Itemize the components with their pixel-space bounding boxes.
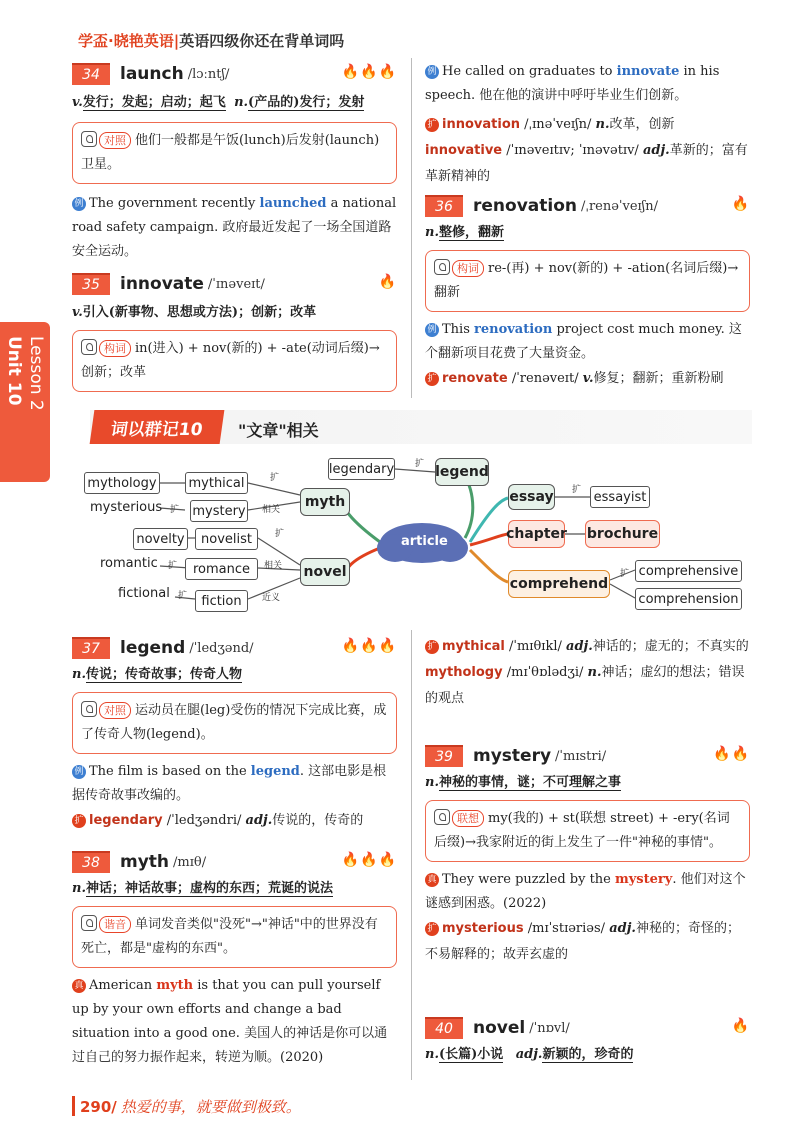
- example-keyword: myth: [156, 978, 194, 993]
- derivative: [425, 138, 750, 190]
- exam-icon: 真: [72, 979, 86, 993]
- extension-icon: 扩: [425, 922, 439, 936]
- brain-icon: [81, 701, 97, 717]
- definition: [425, 222, 750, 244]
- example-pre: They were puzzled by the: [442, 872, 615, 887]
- note-tag: 对照: [99, 702, 131, 719]
- example-pre: The film is based on the: [89, 764, 251, 779]
- entry-number: 39: [425, 745, 463, 767]
- entry-innovate: [72, 272, 397, 392]
- derivative: [72, 808, 397, 834]
- exam-sentence: [72, 974, 397, 1070]
- pos: v.: [72, 305, 83, 320]
- memory-note: [72, 330, 397, 392]
- mindmap-node: fictional: [118, 586, 170, 601]
- example-sentence: [72, 192, 397, 264]
- note-text: in(进入) + nov(新的) + -ate(动词后缀)→创新；改革: [81, 341, 380, 380]
- mindmap-node-myth: myth: [300, 488, 350, 516]
- headword: legend: [120, 638, 186, 658]
- header-subtitle: 英语四级你还在背单词吗: [179, 32, 345, 50]
- frequency-flame-icon: 🔥: [731, 1018, 750, 1034]
- footer-motto: 热爱的事，就要做到极致。: [120, 1098, 301, 1116]
- pos: n.: [72, 667, 86, 682]
- derived-word: innovation: [442, 117, 520, 132]
- meaning: 发行；发起；启动；起飞: [82, 95, 226, 110]
- example-post: is that you can pull yourself up by your own efforts and change a bad situation into a good one. 美国人的神话是你可以通过自己的努力振作起来，转逆为顺。(2020): [72, 978, 388, 1065]
- phonetic: /ˌrenəˈveɪʃn/: [580, 198, 658, 214]
- example-keyword: renovation: [474, 322, 553, 337]
- derived-word: mysterious: [442, 921, 524, 936]
- example-sentence: [425, 60, 750, 108]
- side-tab-lesson: Lesson 2: [26, 336, 46, 411]
- frequency-flame-icon: 🔥🔥🔥: [341, 638, 397, 654]
- pos: n.: [425, 1047, 439, 1062]
- entry-number: 34: [72, 63, 110, 85]
- example-pre: American: [89, 978, 157, 993]
- meaning: 神话；神话故事；虚构的东西；荒诞的说法: [85, 881, 333, 896]
- column-divider-bottom: [411, 630, 412, 1080]
- brain-icon: [81, 131, 97, 147]
- derived-pos: adj.: [566, 639, 593, 654]
- mindmap-node-chapter: chapter: [508, 520, 565, 548]
- phonetic: /ˈledʒənd/: [189, 640, 254, 656]
- pos: adj.: [515, 1047, 543, 1062]
- innovate-continued: [425, 60, 750, 190]
- definition: [72, 878, 397, 900]
- mindmap-node: romantic: [100, 556, 158, 571]
- phonetic: /ˈmɪstri/: [555, 748, 607, 764]
- entry-number: 40: [425, 1017, 463, 1039]
- derived-pos: n.: [595, 117, 610, 132]
- note-text: my(我的) + st(联想 street) + -ery(名词后缀)→我家附近的街上发生了一件"神秘的事情"。: [434, 811, 730, 850]
- memory-note: [425, 250, 750, 312]
- brain-icon: [81, 915, 97, 931]
- note-text: 他们一般都是午饭(lunch)后发射(launch)卫星。: [81, 133, 380, 172]
- example-post: in his speech. 他在他的演讲中呼吁毕业生们创新。: [425, 64, 720, 103]
- mindmap-node: mythical: [185, 472, 248, 494]
- header-brand: 学盃·晓艳英语: [78, 32, 174, 50]
- entry-mystery: [425, 744, 750, 968]
- exam-icon: 真: [425, 873, 439, 887]
- note-tag: 对照: [99, 132, 131, 149]
- mindmap-node: novelist: [195, 528, 258, 550]
- meaning: (长篇)小说: [438, 1047, 504, 1062]
- phonetic: /ˈnɒvl/: [529, 1020, 570, 1036]
- example-keyword: legend: [250, 764, 300, 779]
- headword: innovate: [120, 274, 204, 294]
- meaning: 新颖的，珍奇的: [542, 1047, 634, 1062]
- meaning: 神秘的事情，谜；不可理解之事: [438, 775, 621, 790]
- example-post: a national road safety campaign. 政府最近发起了一场全国道路安全运动。: [72, 196, 397, 259]
- phonetic: /mɪθ/: [173, 854, 207, 870]
- mindmap-node-novel: novel: [300, 558, 350, 586]
- derived-phonetic: /mɪˈstɪəriəs/: [527, 921, 606, 936]
- entry-myth: [72, 850, 397, 1070]
- example-pre: He called on graduates to: [442, 64, 617, 79]
- mindmap-tag: 扩: [178, 591, 188, 601]
- page-number: 290/: [80, 1098, 117, 1116]
- derivative: [425, 634, 750, 660]
- example-pre: The government recently: [89, 196, 260, 211]
- derivative: [425, 916, 750, 968]
- derived-word: legendary: [89, 813, 163, 828]
- note-text: re-(再) + nov(新的) + -ation(名词后缀)→翻新: [434, 261, 739, 300]
- example-icon: 例: [72, 765, 86, 779]
- entry-legend: [72, 636, 397, 834]
- brain-icon: [434, 259, 450, 275]
- meaning: 整修，翻新: [438, 225, 504, 240]
- brain-icon: [81, 339, 97, 355]
- example-keyword: launched: [259, 196, 327, 211]
- note-tag: 构词: [99, 340, 131, 357]
- note-tag: 联想: [452, 810, 484, 827]
- mindmap-center: article: [401, 534, 448, 549]
- mindmap-tag: 扩: [620, 569, 630, 579]
- pos: n.: [72, 881, 86, 896]
- pos: n.: [234, 95, 249, 110]
- derived-phonetic: /ˌɪnəˈveɪʃn/: [524, 117, 592, 132]
- mindmap-node: legendary: [328, 458, 395, 480]
- mindmap-node-comprehend: comprehend: [508, 570, 610, 598]
- extension-icon: 扩: [425, 640, 439, 654]
- mindmap-tag: 扩: [270, 473, 280, 483]
- entry-renovation: [425, 194, 750, 392]
- example-post: project cost much money. 这个翻新项目花费了大量资金。: [425, 322, 742, 361]
- phonetic: /ˈɪnəveɪt/: [207, 276, 265, 292]
- derived-meaning: 改革，创新: [609, 117, 675, 132]
- memory-note: [72, 122, 397, 184]
- frequency-flame-icon: 🔥: [378, 274, 397, 290]
- column-divider-top: [411, 58, 412, 398]
- mindmap-node-legend: legend: [435, 458, 489, 486]
- frequency-flame-icon: 🔥🔥🔥: [341, 852, 397, 868]
- derived-word: mythology: [425, 665, 503, 680]
- mindmap-node: comprehensive: [635, 560, 742, 582]
- example-post: . 这部电影是根据传奇故事改编的。: [72, 764, 387, 803]
- derived-phonetic: /ˈɪnəveɪtɪv; ˈɪnəvətɪv/: [506, 143, 639, 158]
- derived-meaning: 修复；翻新；重新粉刷: [593, 371, 724, 386]
- mindmap-node: essayist: [590, 486, 650, 508]
- section-tag: 词以群记10: [90, 410, 225, 444]
- note-text: 运动员在腿(leg)受伤的情况下完成比赛，成了传奇人物(legend)。: [81, 703, 387, 742]
- headword: renovation: [473, 196, 577, 216]
- derived-meaning: 革新的；富有革新精神的: [425, 143, 748, 184]
- example-pre: This: [442, 322, 475, 337]
- meaning: 传说；传奇故事；传奇人物: [85, 667, 242, 682]
- headword: launch: [120, 64, 184, 84]
- extension-icon: 扩: [72, 814, 86, 828]
- derivative: [425, 660, 750, 712]
- example-icon: 例: [425, 323, 439, 337]
- derived-phonetic: /ˈledʒəndri/: [166, 813, 242, 828]
- footer-bar: [72, 1096, 75, 1116]
- mindmap-tag: 扩: [415, 459, 425, 469]
- page-header: [78, 30, 344, 51]
- mindmap-node-essay: essay: [508, 484, 555, 510]
- meaning: (产品的)发行；发射: [248, 95, 365, 110]
- derived-word: innovative: [425, 143, 503, 158]
- derived-pos: v.: [582, 371, 594, 386]
- example-keyword: mystery: [615, 872, 673, 887]
- mindmap-tag: 扩: [168, 561, 178, 571]
- entry-launch: [72, 62, 397, 264]
- definition: [425, 1044, 750, 1066]
- mindmap-node: romance: [185, 558, 258, 580]
- mindmap-node: mythology: [84, 472, 160, 494]
- header-separator: |: [173, 32, 180, 50]
- derivative: [425, 112, 750, 138]
- example-post: . 他们对这个谜感到困惑。(2022): [425, 872, 746, 911]
- note-tag: 谐音: [99, 916, 131, 933]
- side-tab-unit: Unit 10: [4, 336, 24, 406]
- mindmap-tag: 扩: [275, 529, 285, 539]
- entry-number: 38: [72, 851, 110, 873]
- derived-phonetic: /mɪˈθɒlədʒi/: [506, 665, 584, 680]
- phonetic: /lɔːntʃ/: [187, 66, 230, 82]
- entry-novel: [425, 1016, 750, 1066]
- derived-phonetic: /ˈmɪθɪkl/: [509, 639, 562, 654]
- headword: mystery: [473, 746, 552, 766]
- frequency-flame-icon: 🔥🔥🔥: [341, 64, 397, 80]
- example-sentence: [425, 318, 750, 366]
- pos: n.: [425, 225, 439, 240]
- mindmap-tag: 近义: [262, 593, 281, 603]
- derived-meaning: 传说的，传奇的: [272, 813, 364, 828]
- pos: n.: [425, 775, 439, 790]
- memory-note: [72, 692, 397, 754]
- derived-meaning: 神秘的；奇怪的；不易解释的；故弄玄虚的: [425, 921, 740, 962]
- definition: [425, 772, 750, 794]
- note-text: 单词发音类似"没死"→"神话"中的世界没有死亡，都是"虚构的东西"。: [81, 917, 378, 956]
- extension-icon: 扩: [425, 372, 439, 386]
- derived-pos: adj.: [642, 143, 670, 158]
- mindmap-node: mysterious: [90, 500, 163, 515]
- example-icon: 例: [425, 65, 439, 79]
- brain-icon: [434, 809, 450, 825]
- derived-phonetic: /ˈrenəveɪt/: [511, 371, 579, 386]
- derived-word: mythical: [442, 639, 505, 654]
- mindmap-node: comprehension: [635, 588, 742, 610]
- mindmap-tag: 相关: [264, 561, 283, 571]
- memory-note: [425, 800, 750, 862]
- definition: [72, 664, 397, 686]
- example-sentence: [72, 760, 397, 808]
- entry-number: 37: [72, 637, 110, 659]
- headword: myth: [120, 852, 170, 872]
- mindmap-node: fiction: [195, 590, 248, 612]
- example-icon: 例: [72, 197, 86, 211]
- frequency-flame-icon: 🔥🔥: [713, 746, 750, 762]
- mindmap-tag: 扩: [170, 505, 180, 515]
- pos: v.: [72, 95, 83, 110]
- example-keyword: innovate: [616, 64, 680, 79]
- derived-pos: adj.: [609, 921, 636, 936]
- mindmap-tag: 扩: [572, 485, 582, 495]
- mindmap-tag: 相关: [262, 505, 281, 515]
- definition: [72, 92, 397, 114]
- entry-number: 36: [425, 195, 463, 217]
- meaning: 引入(新事物、思想或方法)；创新；改革: [82, 305, 317, 320]
- headword: novel: [473, 1018, 526, 1038]
- derived-meaning: 神话的；虚无的；不真实的: [592, 639, 749, 654]
- mindmap-node-brochure: brochure: [585, 520, 660, 548]
- memory-note: [72, 906, 397, 968]
- entry-number: 35: [72, 273, 110, 295]
- extension-icon: 扩: [425, 118, 439, 132]
- exam-sentence: [425, 868, 750, 916]
- frequency-flame-icon: 🔥: [731, 196, 750, 212]
- mindmap-node: mystery: [190, 500, 248, 522]
- derived-pos: adj.: [245, 813, 273, 828]
- definition: [72, 302, 397, 324]
- mindmap-node: novelty: [133, 528, 188, 550]
- derived-pos: n.: [587, 665, 602, 680]
- derived-meaning: 神话；虚幻的想法；错误的观点: [425, 665, 745, 706]
- section-title: "文章"相关: [238, 421, 319, 440]
- note-tag: 构词: [452, 260, 484, 277]
- page-footer: [80, 1096, 301, 1117]
- derivative: [425, 366, 750, 392]
- derived-word: renovate: [442, 371, 508, 386]
- myth-continued: [425, 634, 750, 712]
